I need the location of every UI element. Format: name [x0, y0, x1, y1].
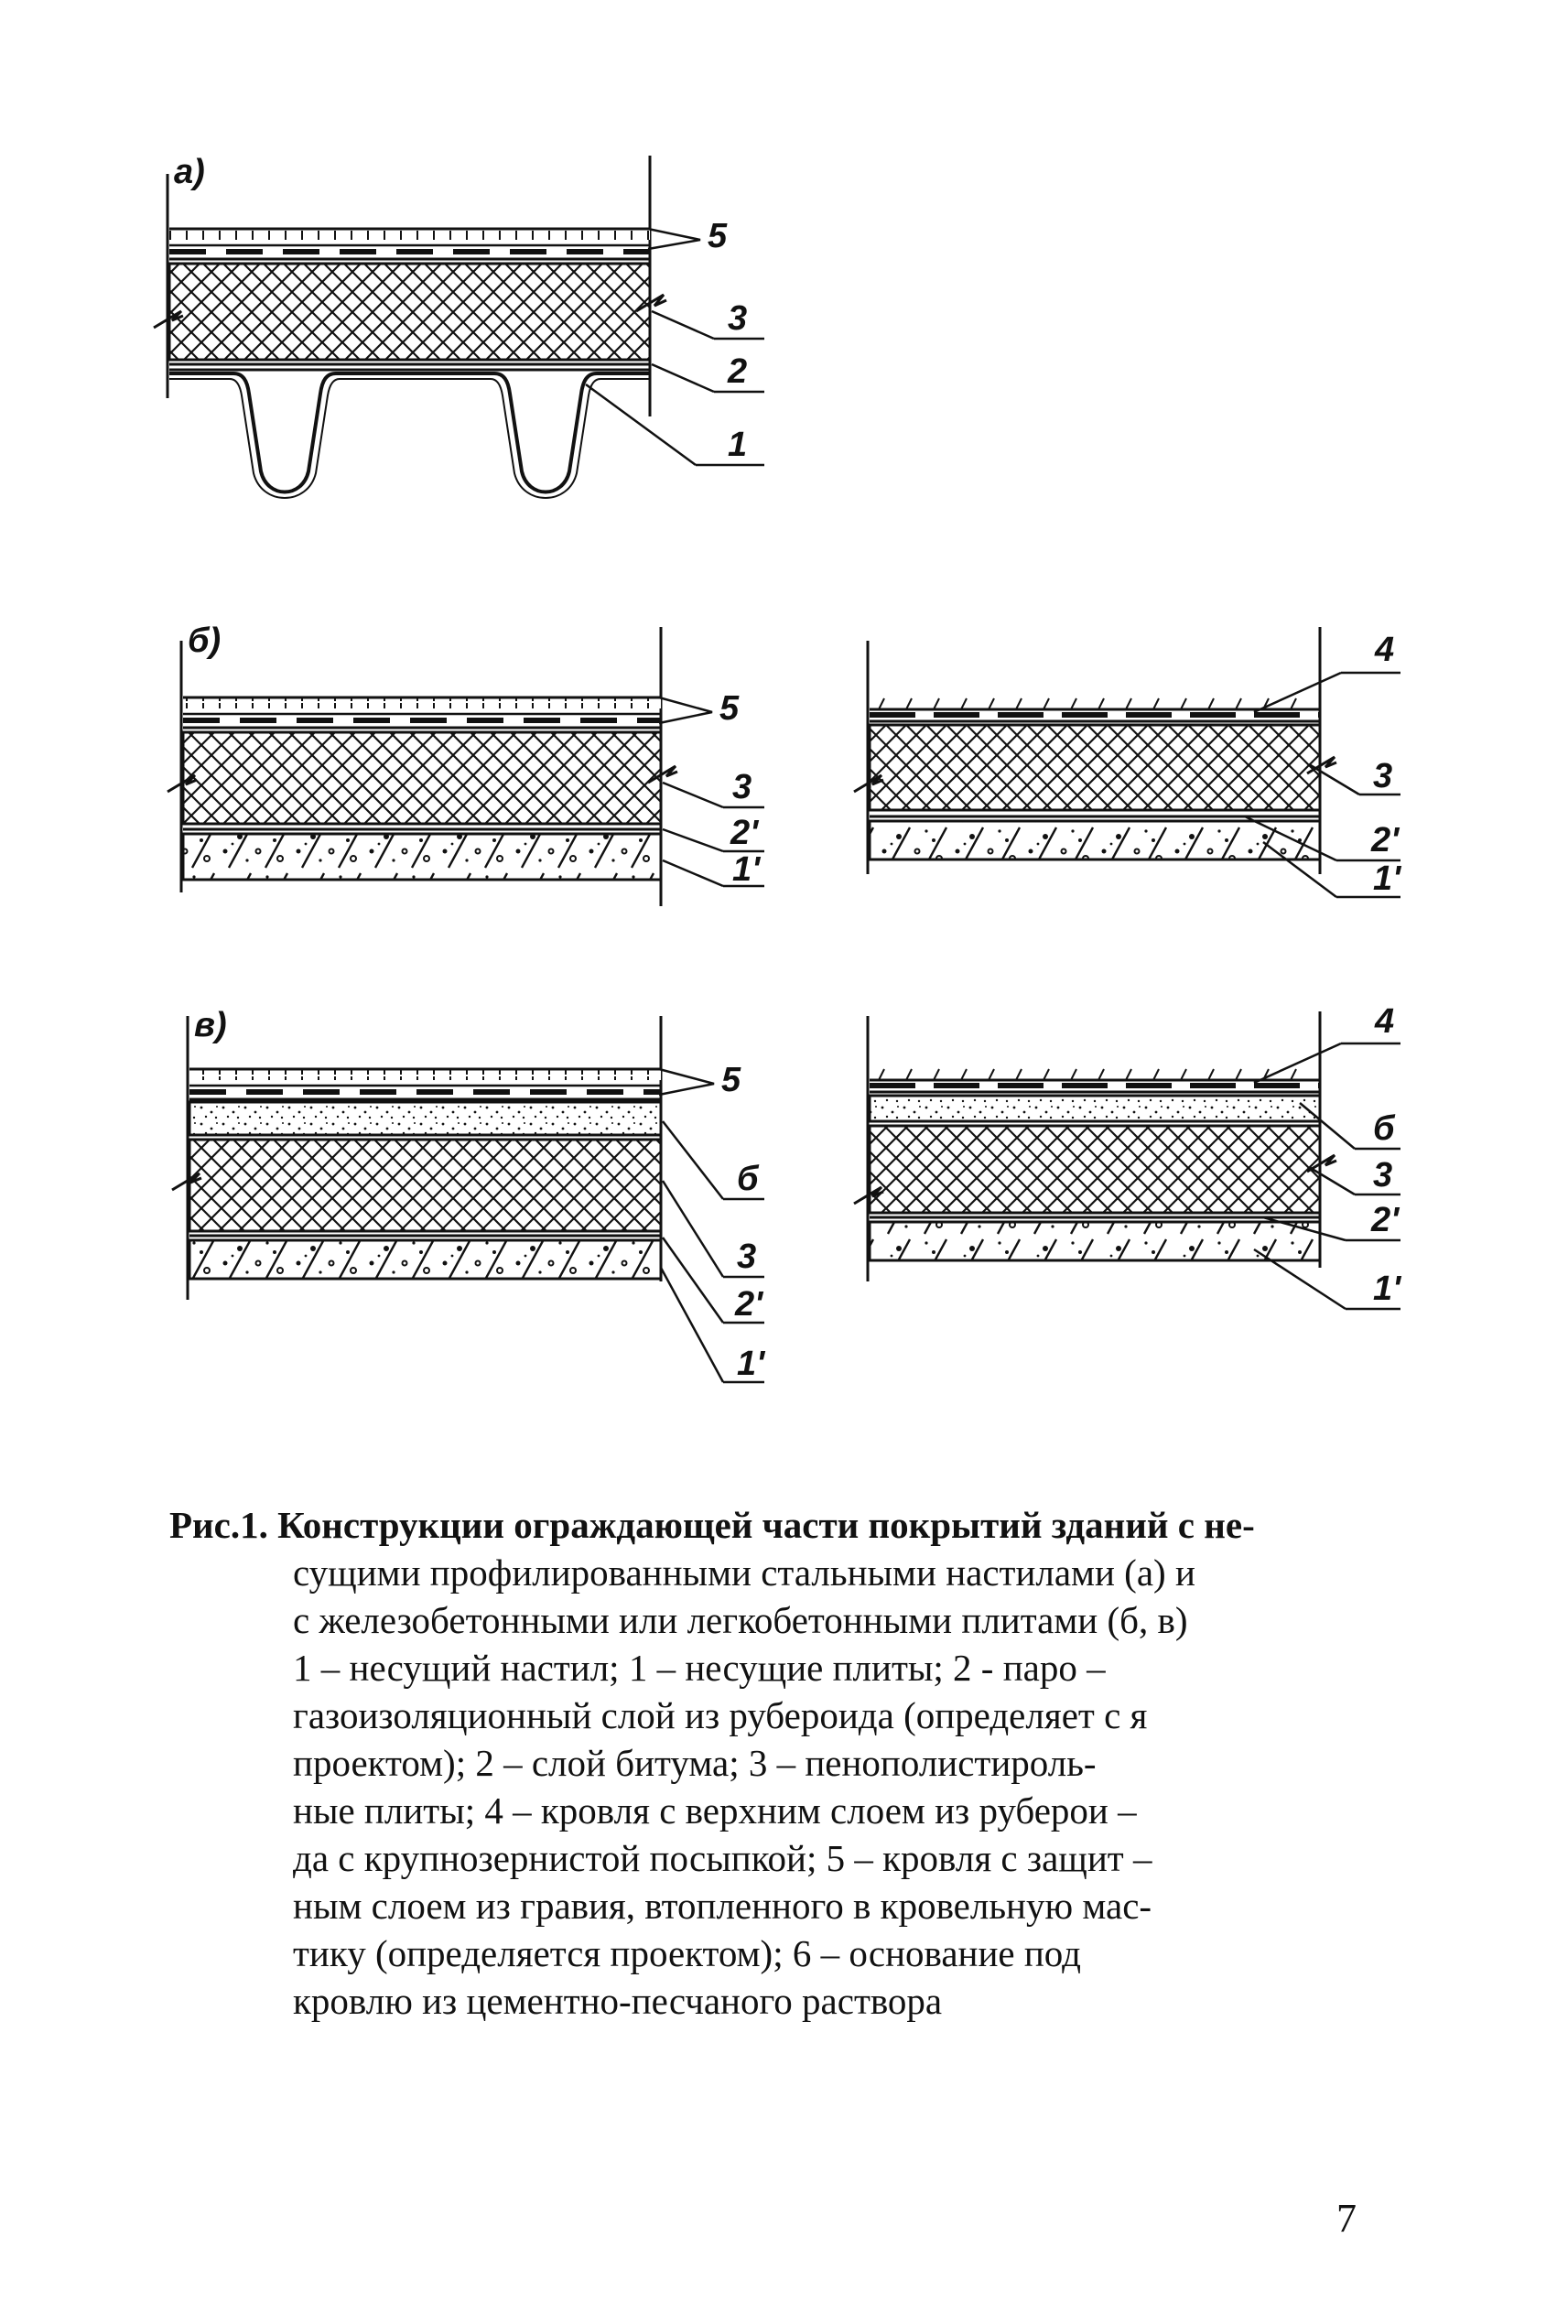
- figure-panel-c-left: [172, 1006, 766, 1383]
- panel-a-callout-2: 2: [728, 352, 748, 391]
- panel-b-left-callout-3: 3: [732, 768, 752, 806]
- panel-b-label: б): [188, 622, 222, 660]
- figure-panel-a: [154, 153, 764, 498]
- panel-b-left-callout-1p: 1': [732, 850, 761, 889]
- caption-line: тику (определяется проектом); 6 – основание под: [293, 1932, 1081, 1974]
- panel-c-left-callout-2p: 2': [735, 1285, 763, 1324]
- panel-c-label: в): [194, 1006, 227, 1044]
- panel-b-right-callout-4: 4: [1375, 631, 1395, 669]
- caption-line: проектом); 2 – слой битума; 3 – пенополистироль-: [293, 1742, 1097, 1784]
- panel-c-right-callout-6: б: [1373, 1109, 1395, 1148]
- panel-b-left-callout-5: 5: [719, 689, 740, 728]
- panel-c-left-callout-5: 5: [721, 1061, 741, 1099]
- panel-c-right-callout-4: 4: [1375, 1002, 1395, 1041]
- panel-a-callout-1: 1: [728, 426, 748, 464]
- panel-b-right-callout-1p: 1': [1373, 859, 1401, 898]
- page-number: 7: [1336, 2196, 1357, 2241]
- caption-line: газоизоляционный слой из рубероида (определяет с я: [293, 1694, 1148, 1736]
- panel-c-left-callout-1p: 1': [737, 1345, 765, 1383]
- panel-c-right-callout-3: 3: [1373, 1156, 1393, 1194]
- figure-panel-b-left: [168, 622, 764, 906]
- figure-panel-b-right: [854, 627, 1402, 898]
- panel-b-left-callout-2p: 2': [730, 814, 759, 852]
- panel-b-right-callout-2p: 2': [1371, 821, 1400, 859]
- panel-c-left-callout-3: 3: [737, 1238, 757, 1276]
- caption-line: кровлю из цементно-песчаного раствора: [293, 1980, 943, 2022]
- caption-line: Рис.1. Конструкции ограждающей части покрытий зданий с не-: [169, 1504, 1255, 1546]
- caption-line: сущими профилированными стальными настилами (а) и: [293, 1551, 1195, 1594]
- panel-a-callout-5: 5: [708, 217, 728, 255]
- panel-a-callout-3: 3: [728, 299, 748, 338]
- panel-c-right-callout-1p: 1': [1373, 1270, 1401, 1308]
- panel-b-right-callout-3: 3: [1373, 757, 1393, 795]
- caption-line: ные плиты; 4 – кровля с верхним слоем из руберои –: [293, 1789, 1137, 1832]
- figure-panel-c-right: [854, 1002, 1402, 1309]
- caption-line: 1 – несущий настил; 1 – несущие плиты; 2 - паро –: [293, 1647, 1106, 1689]
- caption-line: да с крупнозернистой посыпкой; 5 – кровля с защит –: [293, 1837, 1152, 1879]
- caption-line: с железобетонными или легкобетонными плитами (б, в): [293, 1599, 1188, 1641]
- panel-c-right-callout-2p: 2': [1371, 1201, 1400, 1239]
- panel-c-left-callout-6: б: [737, 1160, 759, 1198]
- caption-line: ным слоем из гравия, втопленного в кровельную мас-: [293, 1885, 1152, 1927]
- panel-a-label: а): [174, 153, 205, 191]
- figure-caption: [169, 1501, 1387, 2025]
